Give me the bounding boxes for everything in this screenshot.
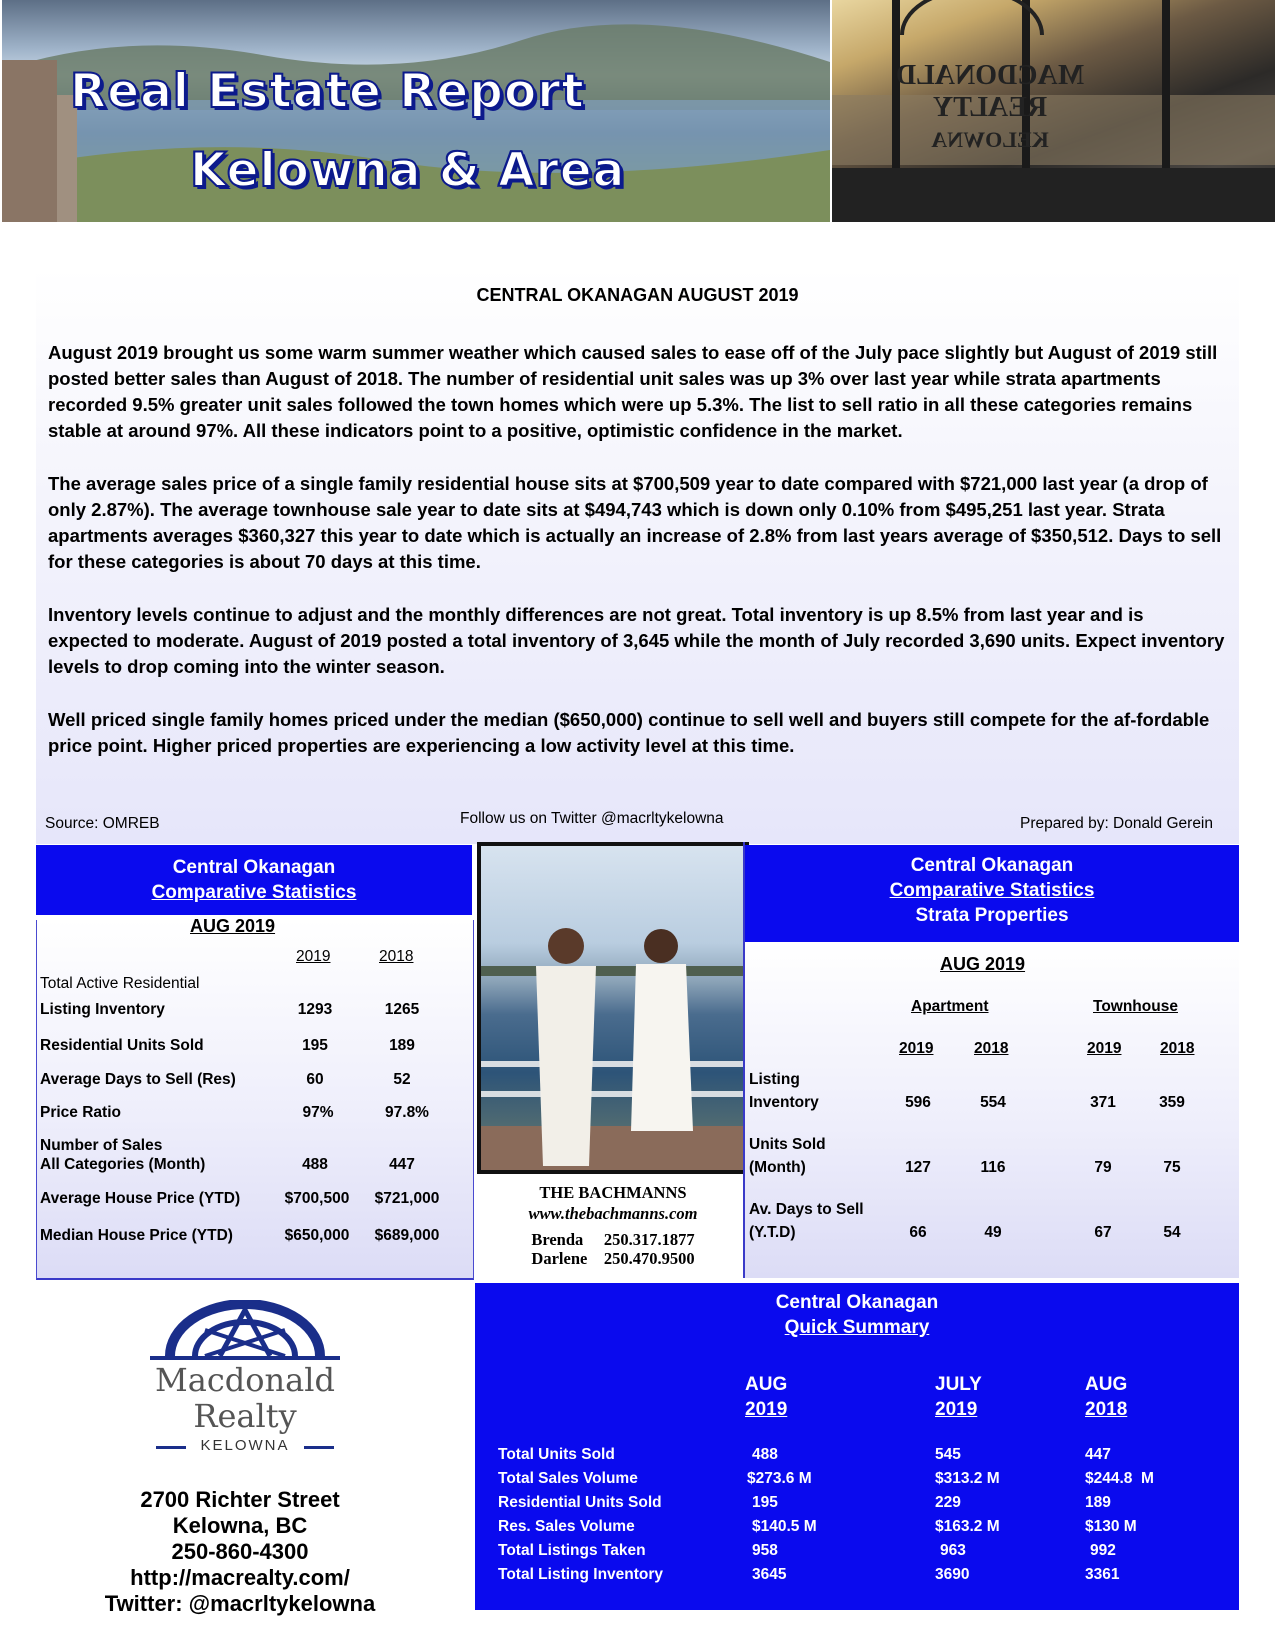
stat-value-2019: $700,500: [284, 1190, 350, 1207]
apt-2019-header: 2019: [899, 1040, 934, 1057]
comparative-title: Central Okanagan: [172, 857, 336, 878]
company-twitter[interactable]: Twitter: @macrltykelowna: [104, 1591, 376, 1616]
summary-value: $163.2 M: [935, 1518, 1000, 1535]
summary-row-label: Res. Sales Volume: [498, 1518, 635, 1535]
quick-summary-subtitle: Quick Summary: [784, 1317, 930, 1338]
stat-value-2018: 1265: [384, 1001, 420, 1018]
strata-row-label-line1: Av. Days to Sell: [749, 1201, 864, 1218]
company-contact-block: [40, 1487, 440, 1617]
quick-summary-title: Central Okanagan: [775, 1292, 939, 1313]
comparative-subtitle: Comparative Statistics: [151, 882, 357, 903]
strata-row-label-line2: (Month): [749, 1159, 806, 1176]
stat-value-2018: 52: [393, 1071, 411, 1088]
apt-2018-header: 2018: [974, 1040, 1009, 1057]
company-name-line2: Realty: [193, 1397, 297, 1435]
summary-value: 963: [940, 1542, 966, 1559]
th-2018-header: 2018: [1160, 1040, 1195, 1057]
strata-value: 554: [980, 1094, 1006, 1111]
summary-col-month: AUG: [1085, 1374, 1128, 1395]
summary-col-month: JULY: [935, 1374, 982, 1395]
summary-value: 488: [752, 1446, 778, 1463]
strata-value: 54: [1163, 1224, 1181, 1241]
company-address: 2700 Richter Street: [140, 1487, 340, 1512]
stat-value-2018: 189: [389, 1037, 415, 1054]
summary-value: 3690: [935, 1566, 970, 1583]
company-name-line1: Macdonald: [155, 1361, 335, 1399]
strata-row-label-line1: Listing: [749, 1071, 800, 1088]
summary-value: 447: [1085, 1446, 1111, 1463]
summary-value: 189: [1085, 1494, 1111, 1511]
summary-value: 3361: [1085, 1566, 1120, 1583]
twitter-follow-note: Follow us on Twitter @macrltykelowna: [460, 810, 724, 827]
strata-value: 75: [1163, 1159, 1181, 1176]
summary-col-year: 2018: [1085, 1399, 1128, 1420]
compass-rose-icon: [150, 1300, 340, 1360]
agents-name: THE BACHMANNS: [539, 1183, 687, 1202]
apartment-header: Apartment: [911, 998, 989, 1015]
summary-value: 195: [752, 1494, 778, 1511]
strata-subtitle: Comparative Statistics: [889, 880, 1095, 901]
agent-contact-darlene: Darlene 250.470.9500: [531, 1249, 695, 1268]
strata-row-label-line2: Inventory: [749, 1094, 819, 1111]
summary-row-label: Total Listings Taken: [498, 1542, 646, 1559]
strata-row-label-line2: (Y.T.D): [749, 1224, 796, 1241]
stat-label: Listing Inventory: [40, 1001, 165, 1018]
stat-value-2018: $721,000: [374, 1190, 440, 1207]
summary-value: $313.2 M: [935, 1470, 1000, 1487]
stat-value-2019: 195: [302, 1037, 328, 1054]
strata-subtitle2: Strata Properties: [915, 905, 1069, 926]
strata-value: 371: [1090, 1094, 1116, 1111]
summary-row-label: Total Sales Volume: [498, 1470, 638, 1487]
stat-label: Median House Price (YTD): [40, 1227, 233, 1244]
report-paragraph-4: Well priced single family homes priced under the median ($650,000) continue to sell well and buyers still compete for the af-fordable price point. Higher priced properties are experiencing a low activity level at this time.: [48, 709, 1210, 756]
total-active-residential-label: Total Active Residential: [40, 975, 200, 992]
prepared-by-note: Prepared by: Donald Gerein: [1020, 815, 1214, 832]
company-logo-wordmark: [130, 1362, 360, 1434]
stat-value-2018: 97.8%: [385, 1104, 429, 1121]
report-title-line2: Kelowna & Area: [190, 143, 626, 198]
summary-row-label: Residential Units Sold: [498, 1494, 662, 1511]
stat-value-2019: 488: [302, 1156, 328, 1173]
summary-value: 229: [935, 1494, 961, 1511]
stat-value-2019: 60: [306, 1071, 324, 1088]
summary-value: 992: [1090, 1542, 1116, 1559]
summary-row-label: Total Units Sold: [498, 1446, 615, 1463]
stat-label: Residential Units Sold: [40, 1037, 204, 1054]
summary-col-month: AUG: [745, 1374, 788, 1395]
stat-label: Average Days to Sell (Res): [40, 1071, 236, 1088]
strata-title: Central Okanagan: [910, 855, 1074, 876]
stat-value-2019: 97%: [302, 1104, 334, 1121]
summary-value: $130 M: [1085, 1518, 1137, 1535]
agents-portrait-image: [481, 846, 745, 1170]
stat-label: Price Ratio: [40, 1104, 121, 1121]
summary-col-year: 2019: [935, 1399, 978, 1420]
strata-value: 359: [1159, 1094, 1185, 1111]
summary-value: $244.8 M: [1085, 1470, 1154, 1487]
th-2019-header: 2019: [1087, 1040, 1122, 1057]
comparative-stats-header: [36, 845, 472, 915]
summary-col-year: 2019: [745, 1399, 788, 1420]
summary-value: 545: [935, 1446, 961, 1463]
summary-col-header: [1085, 1372, 1127, 1422]
strata-stats-header: [745, 845, 1239, 942]
quick-summary-header: [475, 1290, 1239, 1340]
stat-label: All Categories (Month): [40, 1156, 206, 1173]
summary-value: $273.6 M: [747, 1470, 812, 1487]
stat-value-2019: $650,000: [284, 1227, 350, 1244]
window-lettering: MACDONALD REALTY KELOWNA: [895, 60, 1085, 152]
source-note: Source: OMREB: [45, 815, 160, 832]
strata-value: 596: [905, 1094, 931, 1111]
stat-label-line1: Number of Sales: [40, 1137, 163, 1154]
report-paragraph-1: August 2019 brought us some warm summer weather which caused sales to ease off of the July pace slightly but August of 2019 still posted better sales than August of 2018. The number of residential unit sales was up 3% over last year while strata apartments recorded 9.5% greater unit sales followed the town homes which were up 5.3%. The list to sell ratio in all these categories remains stable at around 97%. All these indicators point to a positive, optimistic confidence in the market.: [48, 342, 1218, 441]
macdonald-realty-logo: [150, 1300, 340, 1360]
comparative-period: AUG 2019: [190, 916, 276, 936]
strata-value: 127: [905, 1159, 931, 1176]
summary-value: 3645: [752, 1566, 787, 1583]
agent-contact-brenda: Brenda 250.317.1877: [531, 1230, 695, 1249]
company-city: Kelowna, BC: [172, 1513, 308, 1538]
agents-website[interactable]: www.thebachmanns.com: [528, 1204, 698, 1223]
stat-label: Average House Price (YTD): [40, 1190, 241, 1207]
strata-value: 66: [909, 1224, 927, 1241]
strata-period: AUG 2019: [940, 954, 1026, 974]
report-paragraph-3: Inventory levels continue to adjust and the monthly differences are not great. Total inventory is up 8.5% from last year and is expected to moderate. August of 2019 posted a total inventory of 3,645 while the month of July recorded 3,690 units. Expect inventory levels to drop coming into the winter season.: [48, 604, 1225, 677]
strata-value: 116: [980, 1159, 1006, 1176]
report-title-line1: Real Estate Report: [70, 64, 585, 119]
company-website-link[interactable]: http://macrealty.com/: [130, 1565, 350, 1590]
summary-row-label: Total Listing Inventory: [498, 1566, 664, 1583]
townhouse-header: Townhouse: [1093, 998, 1178, 1015]
summary-value: $140.5 M: [752, 1518, 817, 1535]
summary-value: 958: [752, 1542, 778, 1559]
comparative-stats-panel: [36, 920, 474, 1280]
summary-col-header: [935, 1372, 982, 1422]
report-paragraph-2: The average sales price of a single family residential house sits at $700,509 year to date compared with $721,000 last year (a drop of only 2.87%). The average townhouse sale year to date sits at $494,743 which is down only 0.10% from $495,251 last year. Strata apartments averages $360,327 this year to date which is actually an increase of 2.8% from last years average of $350,512. Days to sell for these categories is about 70 days at this time.: [48, 473, 1222, 572]
stat-value-2018: 447: [389, 1156, 415, 1173]
col-2018-header: 2018: [379, 948, 414, 965]
strata-value: 49: [984, 1224, 1002, 1241]
summary-col-header: [745, 1372, 787, 1422]
col-2019-header: 2019: [296, 948, 331, 965]
company-city-label: KELOWNA: [200, 1437, 290, 1454]
strata-value: 79: [1094, 1159, 1112, 1176]
report-heading: CENTRAL OKANAGAN AUGUST 2019: [476, 285, 799, 305]
agents-photo: [477, 842, 749, 1174]
stat-value-2019: 1293: [297, 1001, 333, 1018]
company-phone: 250-860-4300: [171, 1539, 309, 1564]
stat-value-2018: $689,000: [374, 1227, 440, 1244]
company-city-tag: [150, 1437, 340, 1457]
strata-row-label-line1: Units Sold: [749, 1136, 826, 1153]
strata-value: 67: [1094, 1224, 1112, 1241]
